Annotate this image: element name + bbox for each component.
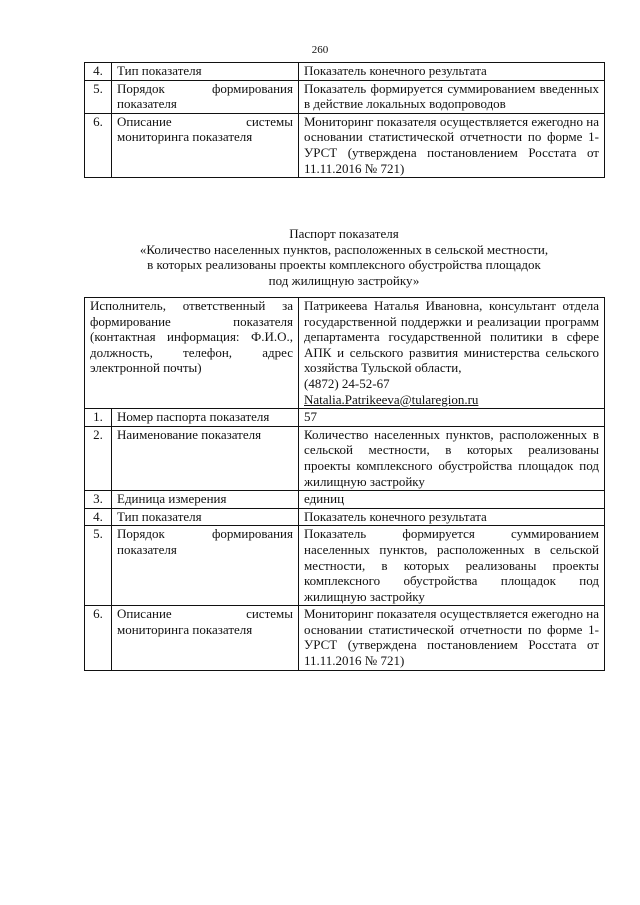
row-value: Мониторинг показателя осуществляется ежегодно на основании статистической отчетности по форме 1-УРСТ (утверждена постановлением Росстата от 11.11.2016 № 721): [299, 606, 605, 670]
row-value: единиц: [299, 491, 605, 509]
page-number: 260: [311, 44, 329, 56]
indicator-table-top: [84, 62, 605, 178]
table-row-executor: [85, 298, 605, 409]
passport-heading: [84, 226, 604, 288]
table-row: [85, 526, 605, 606]
row-label: Порядок формирования показателя: [112, 526, 299, 606]
table-row: [85, 426, 605, 490]
row-label: Тип показателя: [112, 63, 299, 81]
row-label: Порядок формирования показателя: [112, 80, 299, 113]
row-number: 5.: [85, 80, 112, 113]
passport-name-line: в которых реализованы проекты комплексного обустройства площадок: [147, 257, 541, 273]
row-label: Наименование показателя: [112, 426, 299, 490]
executor-email[interactable]: Natalia.Patrikeeva@tularegion.ru: [304, 391, 479, 407]
executor-label: Исполнитель, ответственный за формирование показателя (контактная информация: Ф.И.О., должность, телефон, адрес электронной почты): [85, 298, 299, 409]
row-label: Единица измерения: [112, 491, 299, 509]
row-label: Тип показателя: [112, 508, 299, 526]
row-value: Показатель конечного результата: [299, 63, 605, 81]
executor-phone: (4872) 24-52-67: [304, 375, 390, 391]
indicator-passport-table: [84, 297, 605, 671]
row-value: Показатель формируется суммированием населенных пунктов, расположенных в сельской местности, в которых реализованы проекты комплексного обустройства площадок под жилищную застройку: [299, 526, 605, 606]
row-label: Номер паспорта показателя: [112, 409, 299, 427]
row-value: Мониторинг показателя осуществляется ежегодно на основании статистической отчетности по форме 1-УРСТ (утверждена постановлением Росстата от 11.11.2016 № 721): [299, 113, 605, 177]
table-row: [85, 508, 605, 526]
passport-title: Паспорт показателя: [289, 226, 399, 241]
row-number: 1.: [85, 409, 112, 427]
row-label: Описание системы мониторинга показателя: [112, 606, 299, 670]
table-row: [85, 80, 605, 113]
row-number: 6.: [85, 606, 112, 670]
row-number: 2.: [85, 426, 112, 490]
row-number: 4.: [85, 63, 112, 81]
row-number: 5.: [85, 526, 112, 606]
table-row: [85, 63, 605, 81]
row-value: Показатель конечного результата: [299, 508, 605, 526]
row-label: Описание системы мониторинга показателя: [112, 113, 299, 177]
row-value: Показатель формируется суммированием введенных в действие локальных водопроводов: [299, 80, 605, 113]
row-number: 3.: [85, 491, 112, 509]
table-row: [85, 491, 605, 509]
passport-name-line: под жилищную застройку»: [268, 272, 420, 288]
row-number: 4.: [85, 508, 112, 526]
executor-details: Патрикеева Наталья Ивановна, консультант отдела государственной поддержки и реализации программ департамента государственной политики в сфере АПК и сельского развития министерства сельского хозяйства Тульской области,: [304, 298, 599, 376]
row-number: 6.: [85, 113, 112, 177]
row-value: Количество населенных пунктов, расположенных в сельской местности, в которых реализованы проекты комплексного обустройства площадок под жилищную застройку: [299, 426, 605, 490]
table-row: [85, 113, 605, 177]
table-row: [85, 606, 605, 670]
executor-value: [299, 298, 605, 409]
row-value: 57: [299, 409, 605, 427]
passport-name-line: «Количество населенных пунктов, расположенных в сельской местности,: [139, 241, 549, 257]
table-row: [85, 409, 605, 427]
